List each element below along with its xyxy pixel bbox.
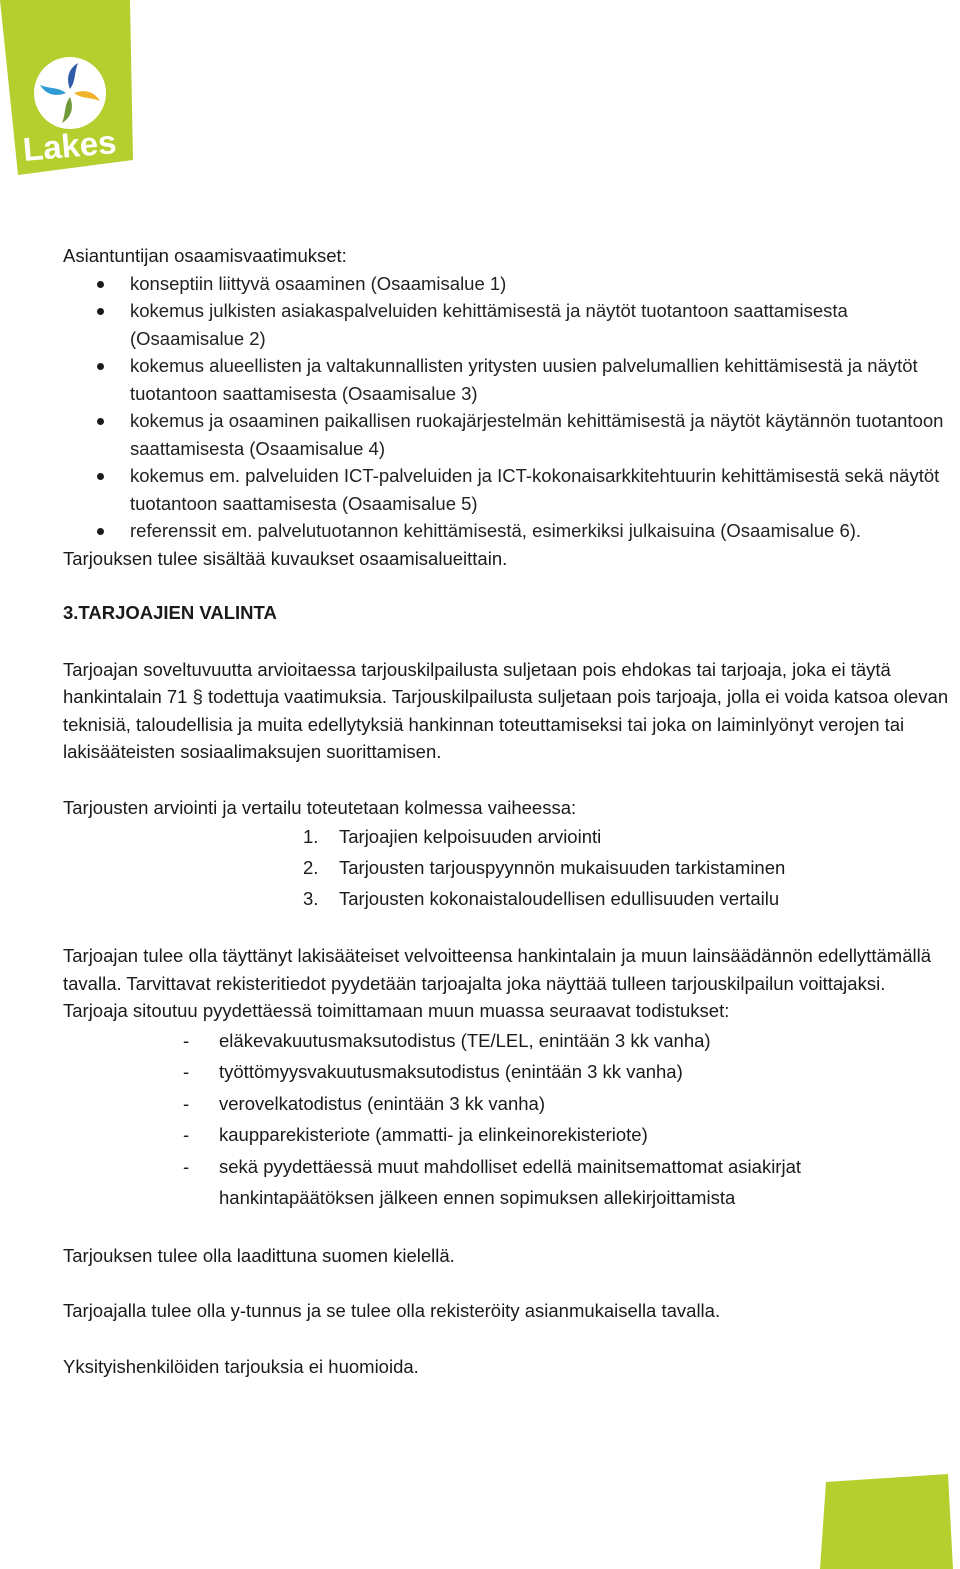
list-item: konseptiin liittyvä osaaminen (Osaamisalue 1) xyxy=(130,270,953,298)
requirements-intro: Asiantuntijan osaamisvaatimukset: xyxy=(63,245,347,266)
phase-number: 3. xyxy=(303,888,319,909)
dash-marker: - xyxy=(183,1061,190,1082)
list-item xyxy=(183,1119,953,1151)
requirements-list xyxy=(63,270,953,545)
list-item xyxy=(183,1151,953,1214)
individuals-paragraph: Yksityishenkilöiden tarjouksia ei huomioida. xyxy=(63,1355,419,1377)
certificate-text: sekä pyydettäessä muut mahdolliset edellä mainitsemattomat asiakirjat hankintapäätöksen jälkeen ennen sopimuksen allekirjoittamista xyxy=(219,1155,802,1208)
list-item: kokemus ja osaaminen paikallisen ruokajärjestelmän kehittämisestä ja näytöt käytännön tuotantoon saattamisesta (Osaamisalue 4) xyxy=(130,407,953,462)
list-item: kokemus alueellisten ja valtakunnallisten yritysten uusien palvelumallien kehittämisestä ja näytöt tuotantoon saattamisesta (Osaamisalue 3) xyxy=(130,352,953,407)
ytunnus-paragraph: Tarjoajalla tulee olla y-tunnus ja se tulee olla rekisteröity asianmukaisella tavalla. xyxy=(63,1300,721,1321)
certificates-list xyxy=(63,1025,953,1214)
phase-text: Tarjousten kokonaistaloudellisen edullisuuden vertailu xyxy=(339,888,780,909)
certificate-text: kaupparekisteriote (ammatti- ja elinkeinorekisteriote) xyxy=(219,1124,648,1145)
document-body xyxy=(63,242,953,1380)
phase-text: Tarjousten tarjouspyynnön mukaisuuden tarkistaminen xyxy=(339,857,786,878)
list-item xyxy=(303,821,953,852)
requirements-closing: Tarjouksen tulee sisältää kuvaukset osaamisalueittain. xyxy=(63,547,508,569)
dash-marker: - xyxy=(183,1124,190,1145)
certificate-text: työttömyysvakuutusmaksutodistus (enintään 3 kk vanha) xyxy=(219,1061,683,1082)
obligations-paragraph: Tarjoajan tulee olla täyttänyt lakisääteiset velvoitteensa hankintalain ja muun lainsäädännön edellyttämällä tavalla. Tarvittavat rekisteritiedot pyydetään tarjoajalta joka näyttää tulleen tarjouskilpailun voittajaksi. Tarjoaja sitoutuu pyydettäessä toimittamaan muun muassa seuraavat todistukset: xyxy=(63,945,931,1021)
list-item: kokemus em. palveluiden ICT-palveluiden ja ICT-kokonaisarkkitehtuurin kehittämisestä sekä näytöt tuotantoon saattamisesta (Osaamisalue 5) xyxy=(130,462,953,517)
dash-marker: - xyxy=(183,1029,190,1051)
certificate-text: verovelkatodistus (enintään 3 kk vanha) xyxy=(219,1092,545,1114)
lakes-logo xyxy=(0,0,140,180)
phase-number: 1. xyxy=(303,826,319,847)
logo-text: Lakes xyxy=(21,123,118,169)
evaluation-intro: Tarjousten arviointi ja vertailu toteutetaan kolmessa vaiheessa: xyxy=(63,796,577,818)
list-item: referenssit em. palvelutuotannon kehittämisestä, esimerkiksi julkaisuina (Osaamisalue 6). xyxy=(130,517,953,545)
list-item xyxy=(183,1025,953,1057)
section-heading: 3.TARJOAJIEN VALINTA xyxy=(63,602,277,623)
list-item xyxy=(303,883,953,914)
list-item xyxy=(303,852,953,883)
logo-circle xyxy=(34,57,106,129)
dash-marker: - xyxy=(183,1092,190,1114)
corner-decoration xyxy=(820,1474,960,1569)
list-item: kokemus julkisten asiakaspalveluiden kehittämisestä ja näytöt tuotantoon saattamisesta (Osaamisalue 2) xyxy=(130,297,953,352)
dash-marker: - xyxy=(183,1155,190,1177)
phase-number: 2. xyxy=(303,857,319,878)
phase-text: Tarjoajien kelpoisuuden arviointi xyxy=(339,826,602,847)
suitability-paragraph: Tarjoajan soveltuvuutta arvioitaessa tarjouskilpailusta suljetaan pois ehdokas tai tarjoaja, joka ei täytä hankintalain 71 § todettuja vaatimuksia. Tarjouskilpailusta suljetaan pois tarjoaja, jolla ei voida katsoa olevan teknisiä, taloudellisia ja muita edellytyksiä hankinnan toteuttamiseksi tai joka on laiminlyönyt verojen tai lakisääteisten sosiaalimaksujen suorittamisen. xyxy=(63,658,949,762)
list-item xyxy=(183,1056,953,1088)
evaluation-phases xyxy=(63,821,953,914)
certificate-text: eläkevakuutusmaksutodistus (TE/LEL, enintään 3 kk vanha) xyxy=(219,1029,711,1051)
language-paragraph: Tarjouksen tulee olla laadittuna suomen kielellä. xyxy=(63,1244,455,1266)
list-item xyxy=(183,1088,953,1120)
